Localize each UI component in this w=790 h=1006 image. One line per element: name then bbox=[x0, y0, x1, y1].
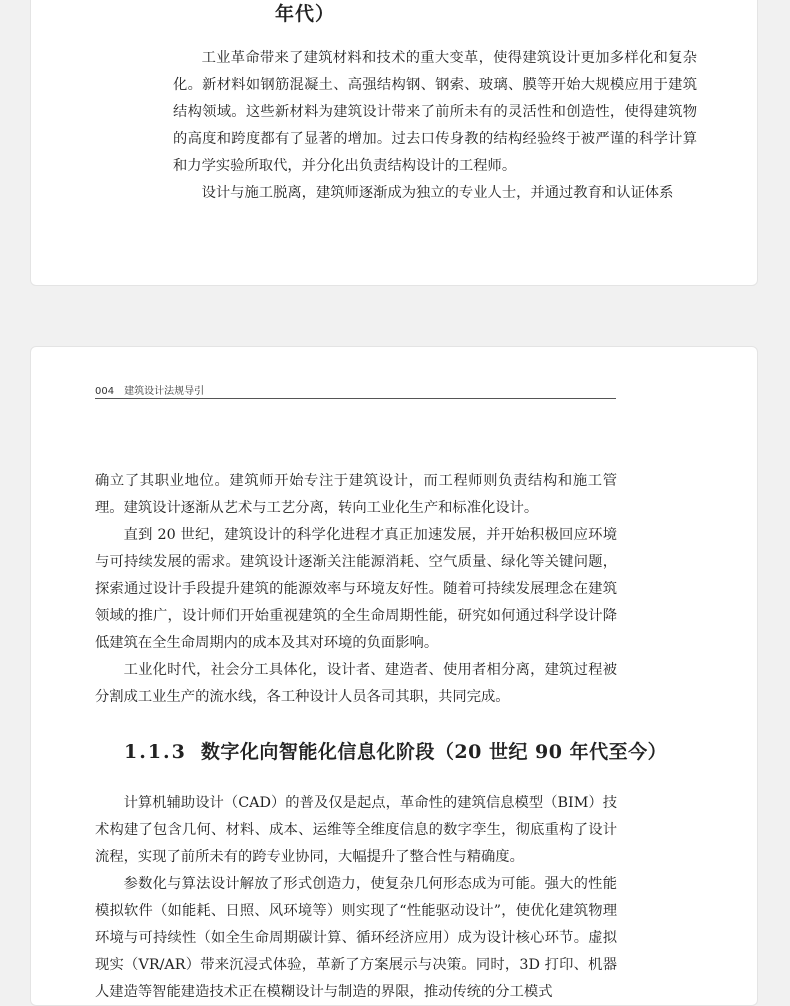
page-bottom bbox=[30, 346, 758, 1006]
paragraph: 设计与施工脱离，建筑师逐渐成为独立的专业人士，并通过教育和认证体系 bbox=[201, 185, 674, 201]
paragraph: 直到 20 世纪，建筑设计的科学化进程才真正加速发展，并开始积极回应环境与可持续发展的需求。建筑设计逐渐关注能源消耗、空气质量、绿化等关键问题，探索通过设计手段提升建筑的能源效率与环境友好性。随着可持续发展理念在建筑领域的推广，设计师们开始重视建筑的全生命周期性能，研究如何通过科学设计降低建筑在全生命周期内的成本及其对环境的负面影响。 bbox=[95, 527, 617, 651]
section-number: 1.1.3 bbox=[124, 741, 187, 763]
section-title: 数字化向智能化信息化阶段（20 世纪 90 年代至今） bbox=[200, 741, 668, 763]
section-heading bbox=[124, 737, 668, 764]
paragraph: 工业化时代，社会分工具体化，设计者、建造者、使用者相分离，建筑过程被分割成工业生产的流水线，各工种设计人员各司其职，共同完成。 bbox=[95, 662, 617, 705]
paragraph: 参数化与算法设计解放了形式创造力，使复杂几何形态成为可能。强大的性能模拟软件（如能耗、日照、风环境等）则实现了“性能驱动设计”，使优化建筑物理环境与可持续性（如全生命周期碳计算、循环经济应用）成为设计核心环节。虚拟现实（VR/AR）带来沉浸式体验，革新了方案展示与决策。同时，3D 打印、机器人建造等智能建造技术正在模糊设计与制造的界限，推动传统的分工模式 bbox=[95, 876, 617, 1000]
page-number: 004 bbox=[95, 386, 115, 397]
paragraph: 工业革命带来了建筑材料和技术的重大变革，使得建筑设计更加多样化和复杂化。新材料如钢筋混凝土、高强结构钢、钢索、玻璃、膜等开始大规模应用于建筑结构领域。这些新材料为建筑设计带来了前所未有的灵活性和创造性，使得建筑物的高度和跨度都有了显著的增加。过去口传身教的结构经验终于被严谨的科学计算和力学实验所取代，并分化出负责结构设计的工程师。 bbox=[173, 50, 697, 174]
section-heading-tail: 年代） bbox=[275, 3, 336, 25]
paragraph: 确立了其职业地位。建筑师开始专注于建筑设计，而工程师则负责结构和施工管理。建筑设计逐渐从艺术与工艺分离，转向工业化生产和标准化设计。 bbox=[95, 473, 617, 516]
paragraph: 计算机辅助设计（CAD）的普及仅是起点，革命性的建筑信息模型（BIM）技术构建了包含几何、材料、成本、运维等全维度信息的数字孪生，彻底重构了设计流程，实现了前所未有的跨专业协同，大幅提升了整合性与精确度。 bbox=[95, 795, 617, 865]
book-title: 建筑设计法规导引 bbox=[124, 386, 205, 397]
running-header bbox=[95, 382, 616, 399]
page-top bbox=[30, 0, 758, 286]
